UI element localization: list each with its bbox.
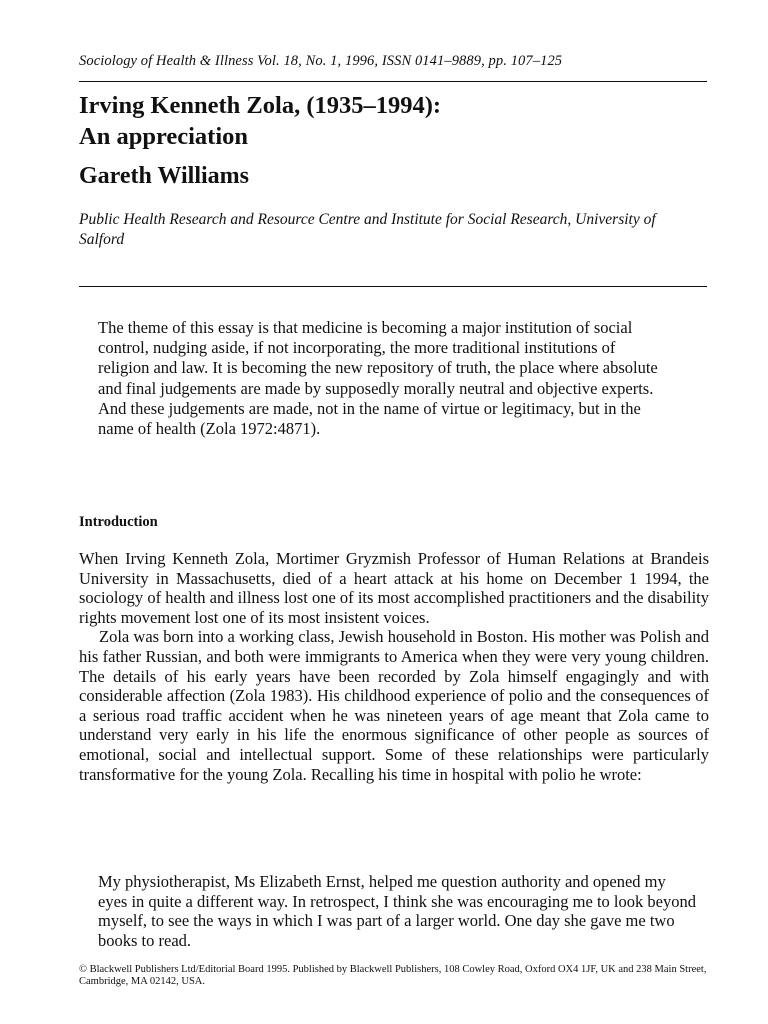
paragraph: Zola was born into a working class, Jewish household in Boston. His mother was Polish and his father Russian, and both were immigrants to America when they were very young children. The details of his early years have been recorded by Zola himself engagingly and with considerable affection (Zola 1983). His childhood experience of polio and the consequences of a serious road traffic accident when he was nineteen years of age meant that Zola came to understand very early in his life the enormous significance of other people as sources of emotional, social and intellectual support. Some of these relationships were particularly transformative for the young Zola. Recalling his time in hospital with polio he wrote: <box>79 627 709 784</box>
paragraph: When Irving Kenneth Zola, Mortimer Gryzmish Professor of Human Relations at Brandeis University in Massachusetts, died of a heart attack at his home on December 1 1994, the sociology of health and illness lost one of its most accomplished practitioners and the disability rights movement lost one of its most insistent voices. <box>79 549 709 627</box>
title-line-2: An appreciation <box>79 123 249 150</box>
running-head: Sociology of Health & Illness Vol. 18, No. 1, 1996, ISSN 0141–9889, pp. 107–125 <box>79 53 563 69</box>
top-rule <box>79 81 707 82</box>
body-text <box>79 549 709 784</box>
copyright-footer: © Blackwell Publishers Ltd/Editorial Board 1995. Published by Blackwell Publishers, 108 Cowley Road, Oxford OX4 1JF, UK and 238 Main Street, Cambridge, MA 02142, USA. <box>79 964 707 987</box>
author-affiliation: Public Health Research and Resource Centre and Institute for Social Research, University of Salford <box>79 211 656 248</box>
epigraph: The theme of this essay is that medicine is becoming a major institution of social control, nudging aside, if not incorporating, the more traditional institutions of religion and law. It is becoming the new repository of truth, the place where absolute and final judgements are made by supposedly morally neutral and objective experts. And these judgements are made, not in the name of virtue or legitimacy, but in the name of health (Zola 1972:4871). <box>98 318 658 439</box>
block-quote: My physiotherapist, Ms Elizabeth Ernst, helped me question authority and opened my eyes in quite a different way. In retrospect, I think she was encouraging me to look beyond myself, to see the ways in which I was part of a larger world. One day she gave me two books to read. <box>98 872 696 950</box>
header-rule <box>79 286 707 287</box>
author-name: Gareth Williams <box>79 163 250 189</box>
title-line-1: Irving Kenneth Zola, (1935–1994): <box>79 92 442 119</box>
section-heading: Introduction <box>79 514 158 530</box>
article-title <box>79 90 441 152</box>
